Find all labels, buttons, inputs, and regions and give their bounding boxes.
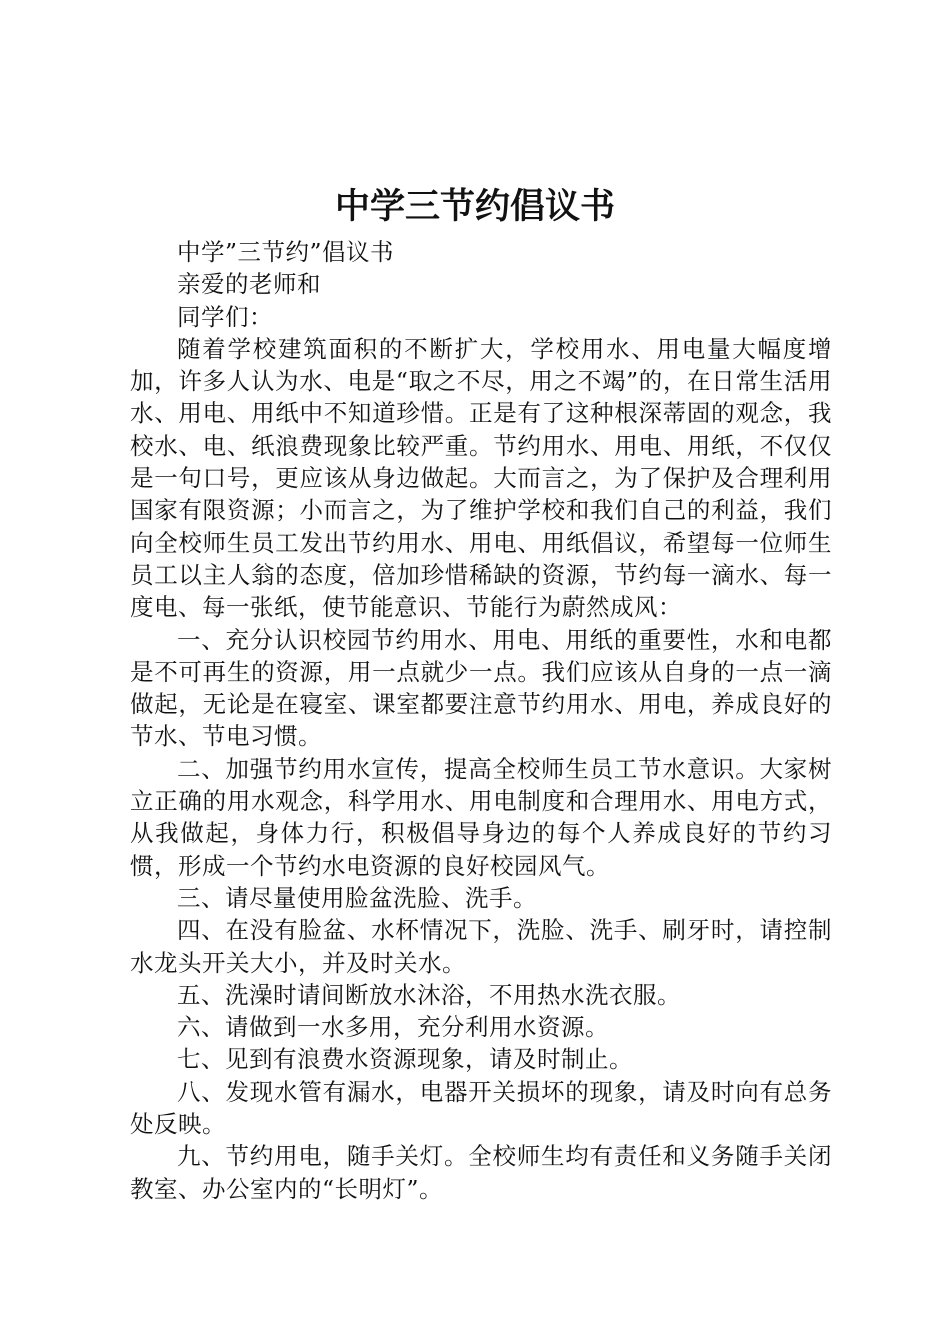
salutation-line-1: 亲爱的老师和 bbox=[177, 270, 321, 299]
item-3-paragraph: 三、请尽量使用脸盆洗脸、洗手。 bbox=[177, 883, 537, 912]
document-title: 中学三节约倡议书 bbox=[334, 186, 615, 227]
item-9-paragraph: 九、节约用电，随手关灯。全校师生均有责任和义务随手关闭教室、办公室内的“长明灯”。 bbox=[130, 1142, 832, 1203]
item-8-paragraph: 八、发现水管有漏水，电器开关损坏的现象，请及时向有总务处反映。 bbox=[130, 1077, 832, 1139]
document-body bbox=[130, 236, 832, 1205]
item-7-paragraph: 七、见到有浪费水资源现象，请及时制止。 bbox=[177, 1045, 633, 1074]
item-5-paragraph: 五、洗澡时请间断放水沐浴，不用热水洗衣服。 bbox=[177, 980, 681, 1009]
item-1-paragraph: 一、充分认识校园节约用水、用电、用纸的重要性，水和电都是不可再生的资源，用一点就少一点。我们应该从自身的一点一滴做起，无论是在寝室、课室都要注意节约用水、用电，养成良好的节水、节电习惯。 bbox=[130, 625, 832, 751]
item-2-paragraph: 二、加强节约用水宣传，提高全校师生员工节水意识。大家树立正确的用水观念，科学用水、用电制度和合理用水、用电方式，从我做起，身体力行，积极倡导身边的每个人养成良好的节约习惯，形成一个节约水电资源的良好校园风气。 bbox=[130, 754, 832, 880]
item-6-paragraph: 六、请做到一水多用，充分利用水资源。 bbox=[177, 1013, 609, 1042]
intro-paragraph: 随着学校建筑面积的不断扩大，学校用水、用电量大幅度增加，许多人认为水、电是“取之不尽，用之不竭”的，在日常生活用水、用电、用纸中不知道珍惜。正是有了这种根深蒂固的观念，我校水、电、纸浪费现象比较严重。节约用水、用电、用纸，不仅仅是一句口号，更应该从身边做起。大而言之，为了保护及合理利用国家有限资源；小而言之，为了维护学校和我们自己的利益，我们向全校师生员工发出节约用水、用电、用纸倡议，希望每一位师生员工以主人翁的态度，倍加珍惜稀缺的资源，节约每一滴水、每一度电、每一张纸，使节能意识、节能行为蔚然成风： bbox=[130, 334, 832, 622]
item-4-paragraph: 四、在没有脸盆、水杯情况下，洗脸、洗手、刷牙时，请控制水龙头开关大小，并及时关水。 bbox=[130, 916, 832, 977]
subtitle-line: 中学”三节约”倡议书 bbox=[177, 238, 395, 266]
salutation-line-2: 同学们： bbox=[177, 302, 273, 331]
